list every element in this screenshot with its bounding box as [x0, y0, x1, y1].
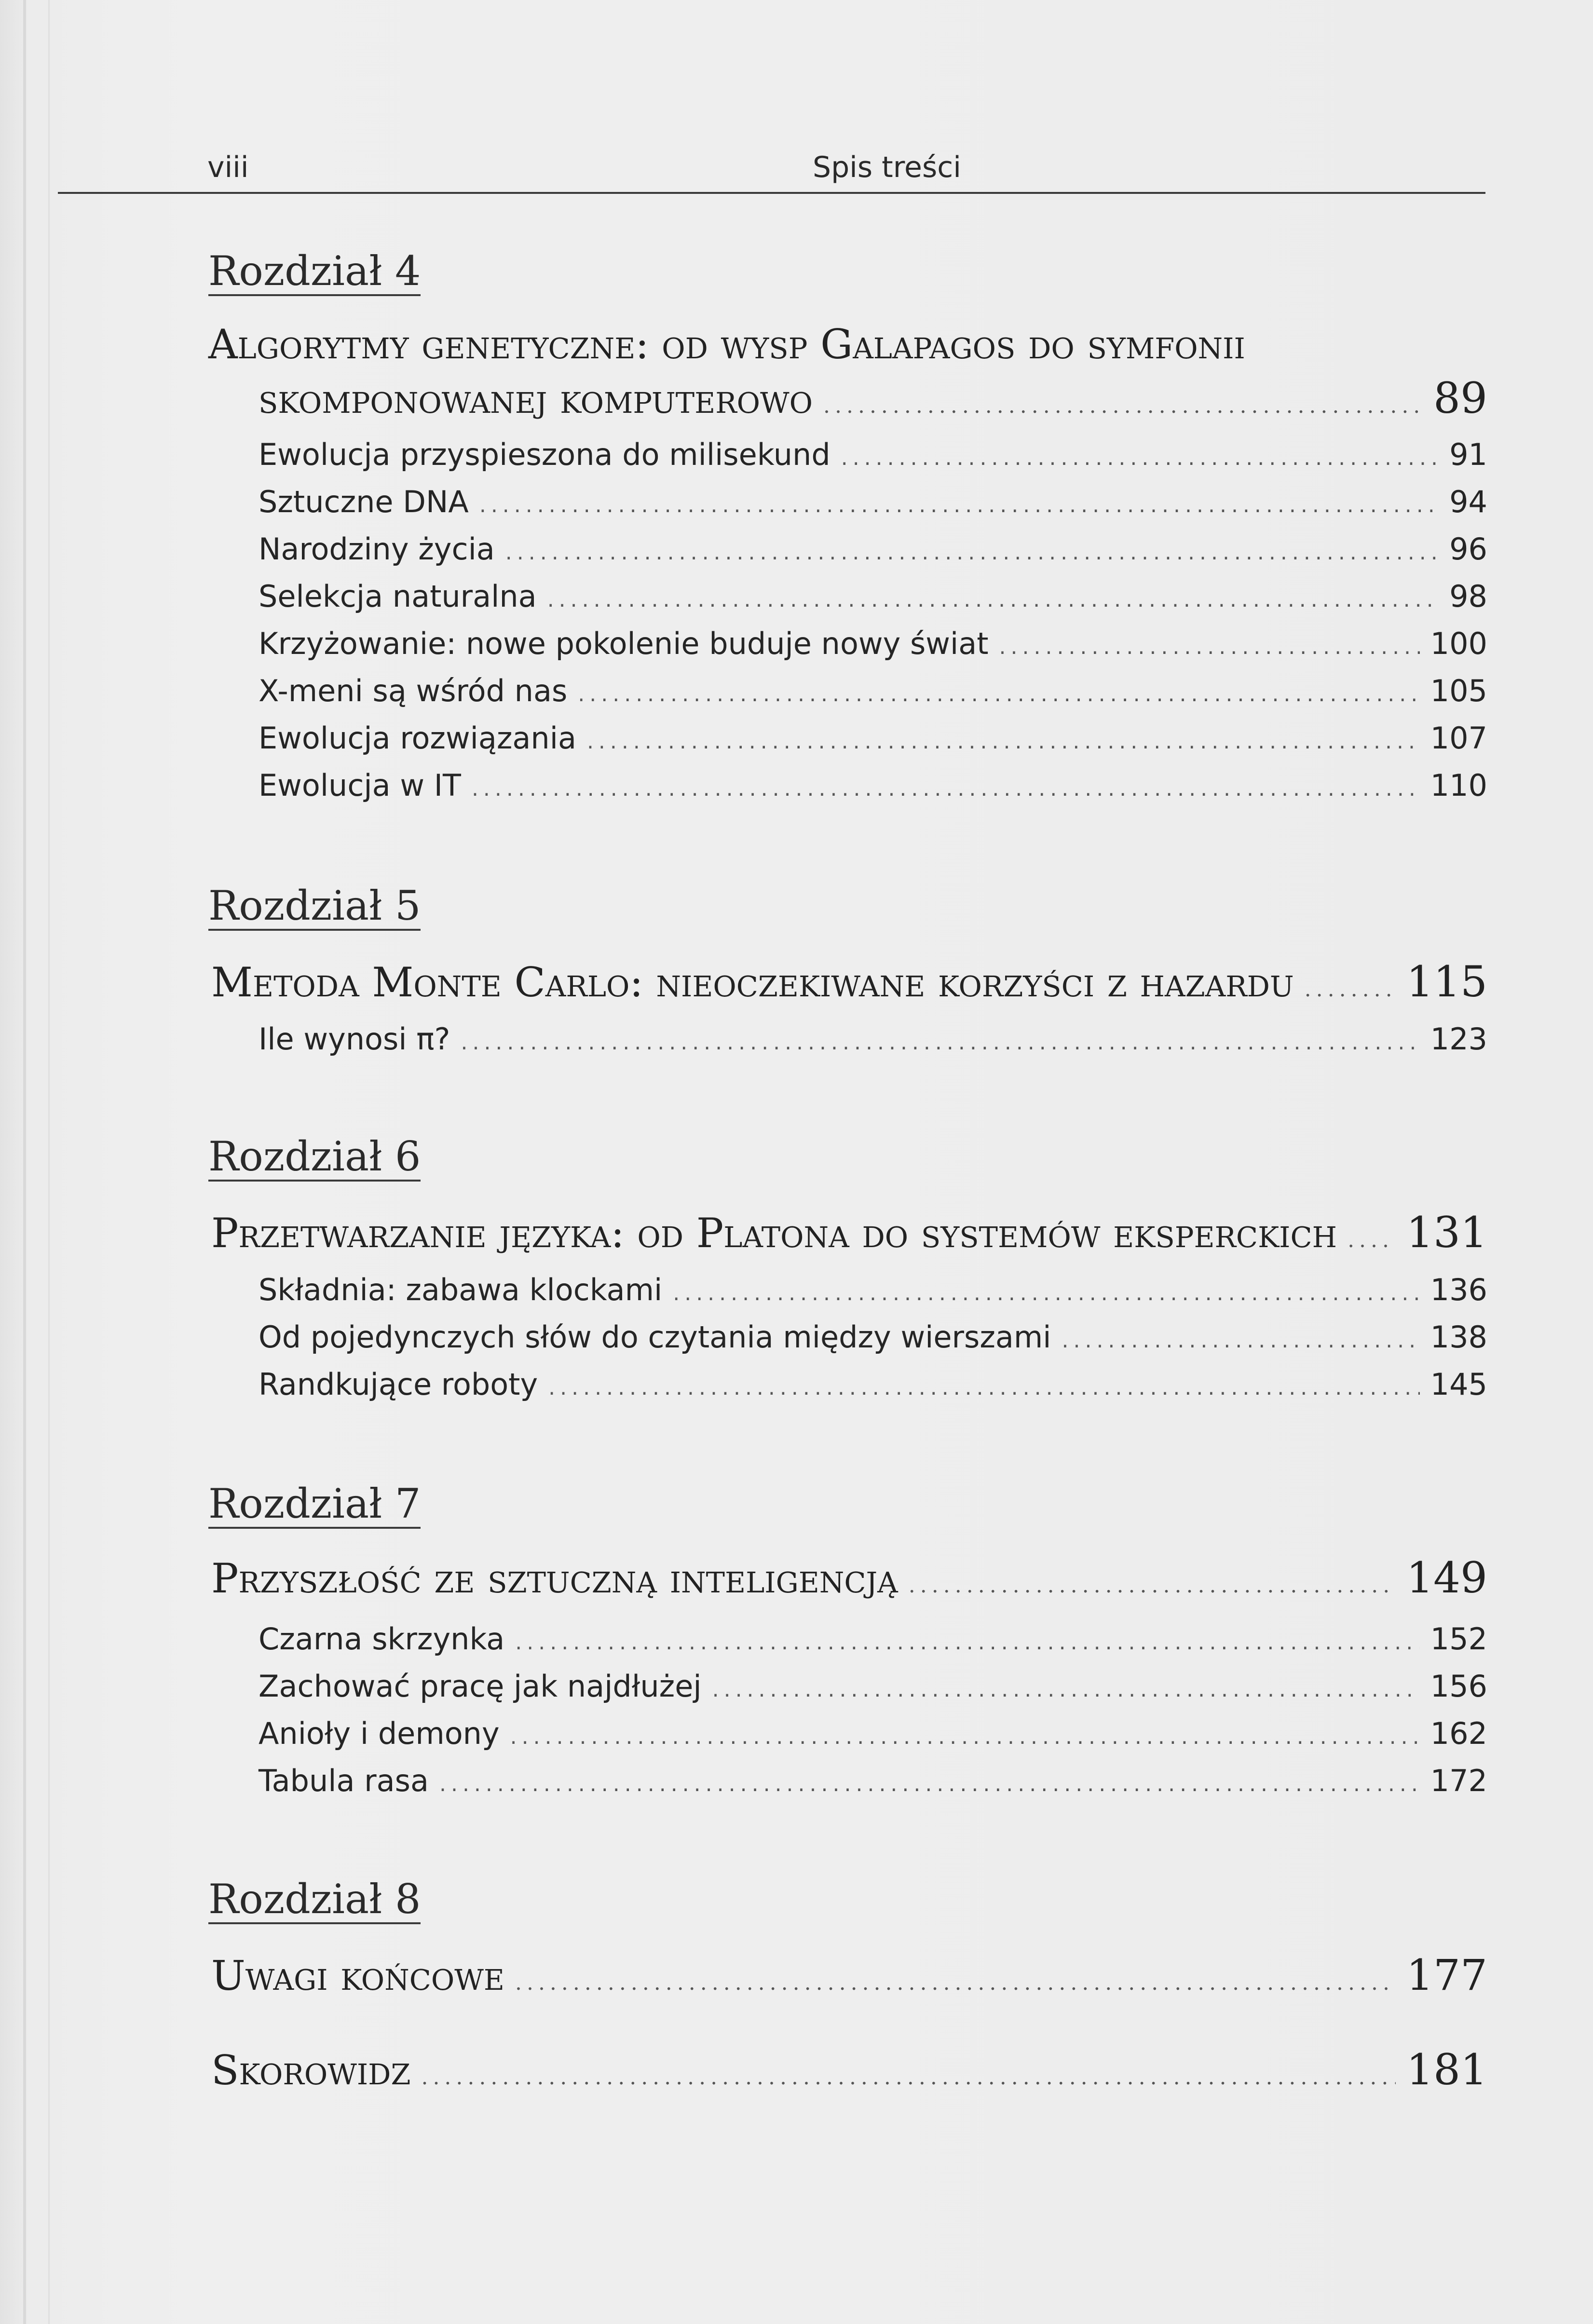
section-title: Selekcja naturalna [259, 579, 537, 614]
chapter-4-title-line1: Algorytmy genetyczne: od wysp Galapagos do symfonii [208, 321, 1245, 368]
section-title: Składnia: zabawa klockami [259, 1272, 663, 1307]
section-title: Zachować pracę jak najdłużej [259, 1669, 702, 1704]
running-head-title: Spis treści [813, 150, 961, 184]
section-title: Narodziny życia [259, 531, 495, 567]
dot-leader [505, 542, 1439, 563]
section-page: 96 [1449, 531, 1487, 567]
section-title: Anioły i demony [259, 1716, 500, 1751]
chapter-6-entry[interactable] [211, 1208, 1487, 1257]
chapter-4-entry[interactable] [259, 373, 1487, 423]
chapter-4-label: Rozdział 4 [208, 251, 421, 296]
header-rule [58, 192, 1485, 194]
section-title: X-meni są wśród nas [259, 673, 568, 708]
index-title: Skorowidz [211, 2047, 411, 2094]
dot-leader [461, 1032, 1419, 1053]
page-spine-line [48, 0, 50, 2324]
section-title: Ile wynosi π? [259, 1021, 450, 1057]
index-page: 181 [1406, 2045, 1487, 2094]
dot-leader [479, 495, 1439, 516]
section-page: 136 [1430, 1272, 1487, 1307]
chapter-7-title: Przyszłość ze sztuczną inteligencją [211, 1555, 898, 1602]
chapter-4-page: 89 [1433, 373, 1487, 423]
chapter-8-label: Rozdział 8 [208, 1879, 421, 1924]
dot-leader [515, 1972, 1396, 1994]
toc-section-entry[interactable] [259, 579, 1487, 614]
chapter-4-title-line2: skomponowanej komputerowo [259, 375, 813, 422]
dot-leader [823, 395, 1423, 417]
dot-leader [1348, 1230, 1396, 1251]
chapter-7-entry[interactable] [211, 1553, 1487, 1603]
chapter-7-page: 149 [1406, 1553, 1487, 1603]
dot-leader [547, 589, 1439, 611]
section-title: Ewolucja przyspieszona do milisekund [259, 437, 831, 472]
chapter-8-page: 177 [1406, 1950, 1487, 2000]
toc-section-entry[interactable] [259, 437, 1487, 472]
chapter-8-entry[interactable] [211, 1950, 1487, 2000]
toc-section-entry[interactable] [259, 1763, 1487, 1798]
chapter-5-entry[interactable] [211, 957, 1487, 1006]
section-page: 110 [1430, 768, 1487, 803]
section-page: 91 [1449, 437, 1487, 472]
index-entry[interactable] [211, 2045, 1487, 2094]
section-page: 94 [1449, 484, 1487, 519]
dot-leader [909, 1575, 1396, 1596]
page-spine-shadow [23, 0, 26, 2324]
section-page: 156 [1430, 1669, 1487, 1704]
toc-section-entry[interactable] [259, 1716, 1487, 1751]
section-title: Tabula rasa [259, 1763, 429, 1798]
dot-leader [421, 2067, 1396, 2088]
dot-leader [472, 778, 1420, 800]
toc-section-entry[interactable] [259, 484, 1487, 519]
toc-section-entry[interactable] [259, 1319, 1487, 1355]
section-page: 152 [1430, 1621, 1487, 1657]
toc-section-entry[interactable] [259, 1621, 1487, 1657]
section-title: Sztuczne DNA [259, 484, 469, 519]
dot-leader [578, 684, 1419, 705]
chapter-6-title: Przetwarzanie języka: od Platona do systemów eksperckich [211, 1210, 1337, 1257]
toc-section-entry[interactable] [259, 1272, 1487, 1307]
section-title: Ewolucja w IT [259, 768, 461, 803]
chapter-7-label: Rozdział 7 [208, 1483, 421, 1529]
chapter-5-page: 115 [1406, 957, 1487, 1006]
dot-leader [548, 1377, 1419, 1399]
toc-section-entry[interactable] [259, 1367, 1487, 1402]
toc-section-entry[interactable] [259, 768, 1487, 803]
section-page: 100 [1430, 626, 1487, 661]
dot-leader [712, 1679, 1420, 1700]
section-page: 172 [1430, 1763, 1487, 1798]
section-page: 145 [1430, 1367, 1487, 1402]
toc-section-entry[interactable] [259, 531, 1487, 567]
chapter-6-page: 131 [1406, 1208, 1487, 1257]
running-head-page-number: viii [207, 150, 249, 184]
section-page: 138 [1430, 1319, 1487, 1355]
dot-leader [673, 1283, 1419, 1304]
section-title: Krzyżowanie: nowe pokolenie buduje nowy świat [259, 626, 989, 661]
section-page: 162 [1430, 1716, 1487, 1751]
toc-section-entry[interactable] [259, 673, 1487, 708]
section-page: 105 [1430, 673, 1487, 708]
toc-section-entry[interactable] [259, 1669, 1487, 1704]
toc-section-entry[interactable] [259, 720, 1487, 756]
dot-leader [510, 1726, 1420, 1748]
dot-leader [439, 1774, 1420, 1795]
chapter-5-label: Rozdział 5 [208, 885, 421, 931]
dot-leader [1305, 979, 1396, 1000]
chapter-6-label: Rozdział 6 [208, 1136, 421, 1182]
chapter-5-title: Metoda Monte Carlo: nieoczekiwane korzyści z hazardu [211, 959, 1294, 1006]
dot-leader [841, 448, 1439, 469]
toc-section-entry[interactable] [259, 1021, 1487, 1057]
dot-leader [587, 731, 1420, 752]
section-title: Od pojedynczych słów do czytania między wierszami [259, 1319, 1051, 1355]
section-page: 107 [1430, 720, 1487, 756]
section-page: 123 [1430, 1021, 1487, 1057]
section-title: Czarna skrzynka [259, 1621, 505, 1657]
chapter-8-title: Uwagi końcowe [211, 1952, 504, 1999]
dot-leader [515, 1632, 1419, 1653]
dot-leader [999, 637, 1420, 658]
toc-section-entry[interactable] [259, 626, 1487, 661]
section-page: 98 [1449, 579, 1487, 614]
section-title: Randkujące roboty [259, 1367, 538, 1402]
section-title: Ewolucja rozwiązania [259, 720, 576, 756]
dot-leader [1062, 1330, 1419, 1351]
